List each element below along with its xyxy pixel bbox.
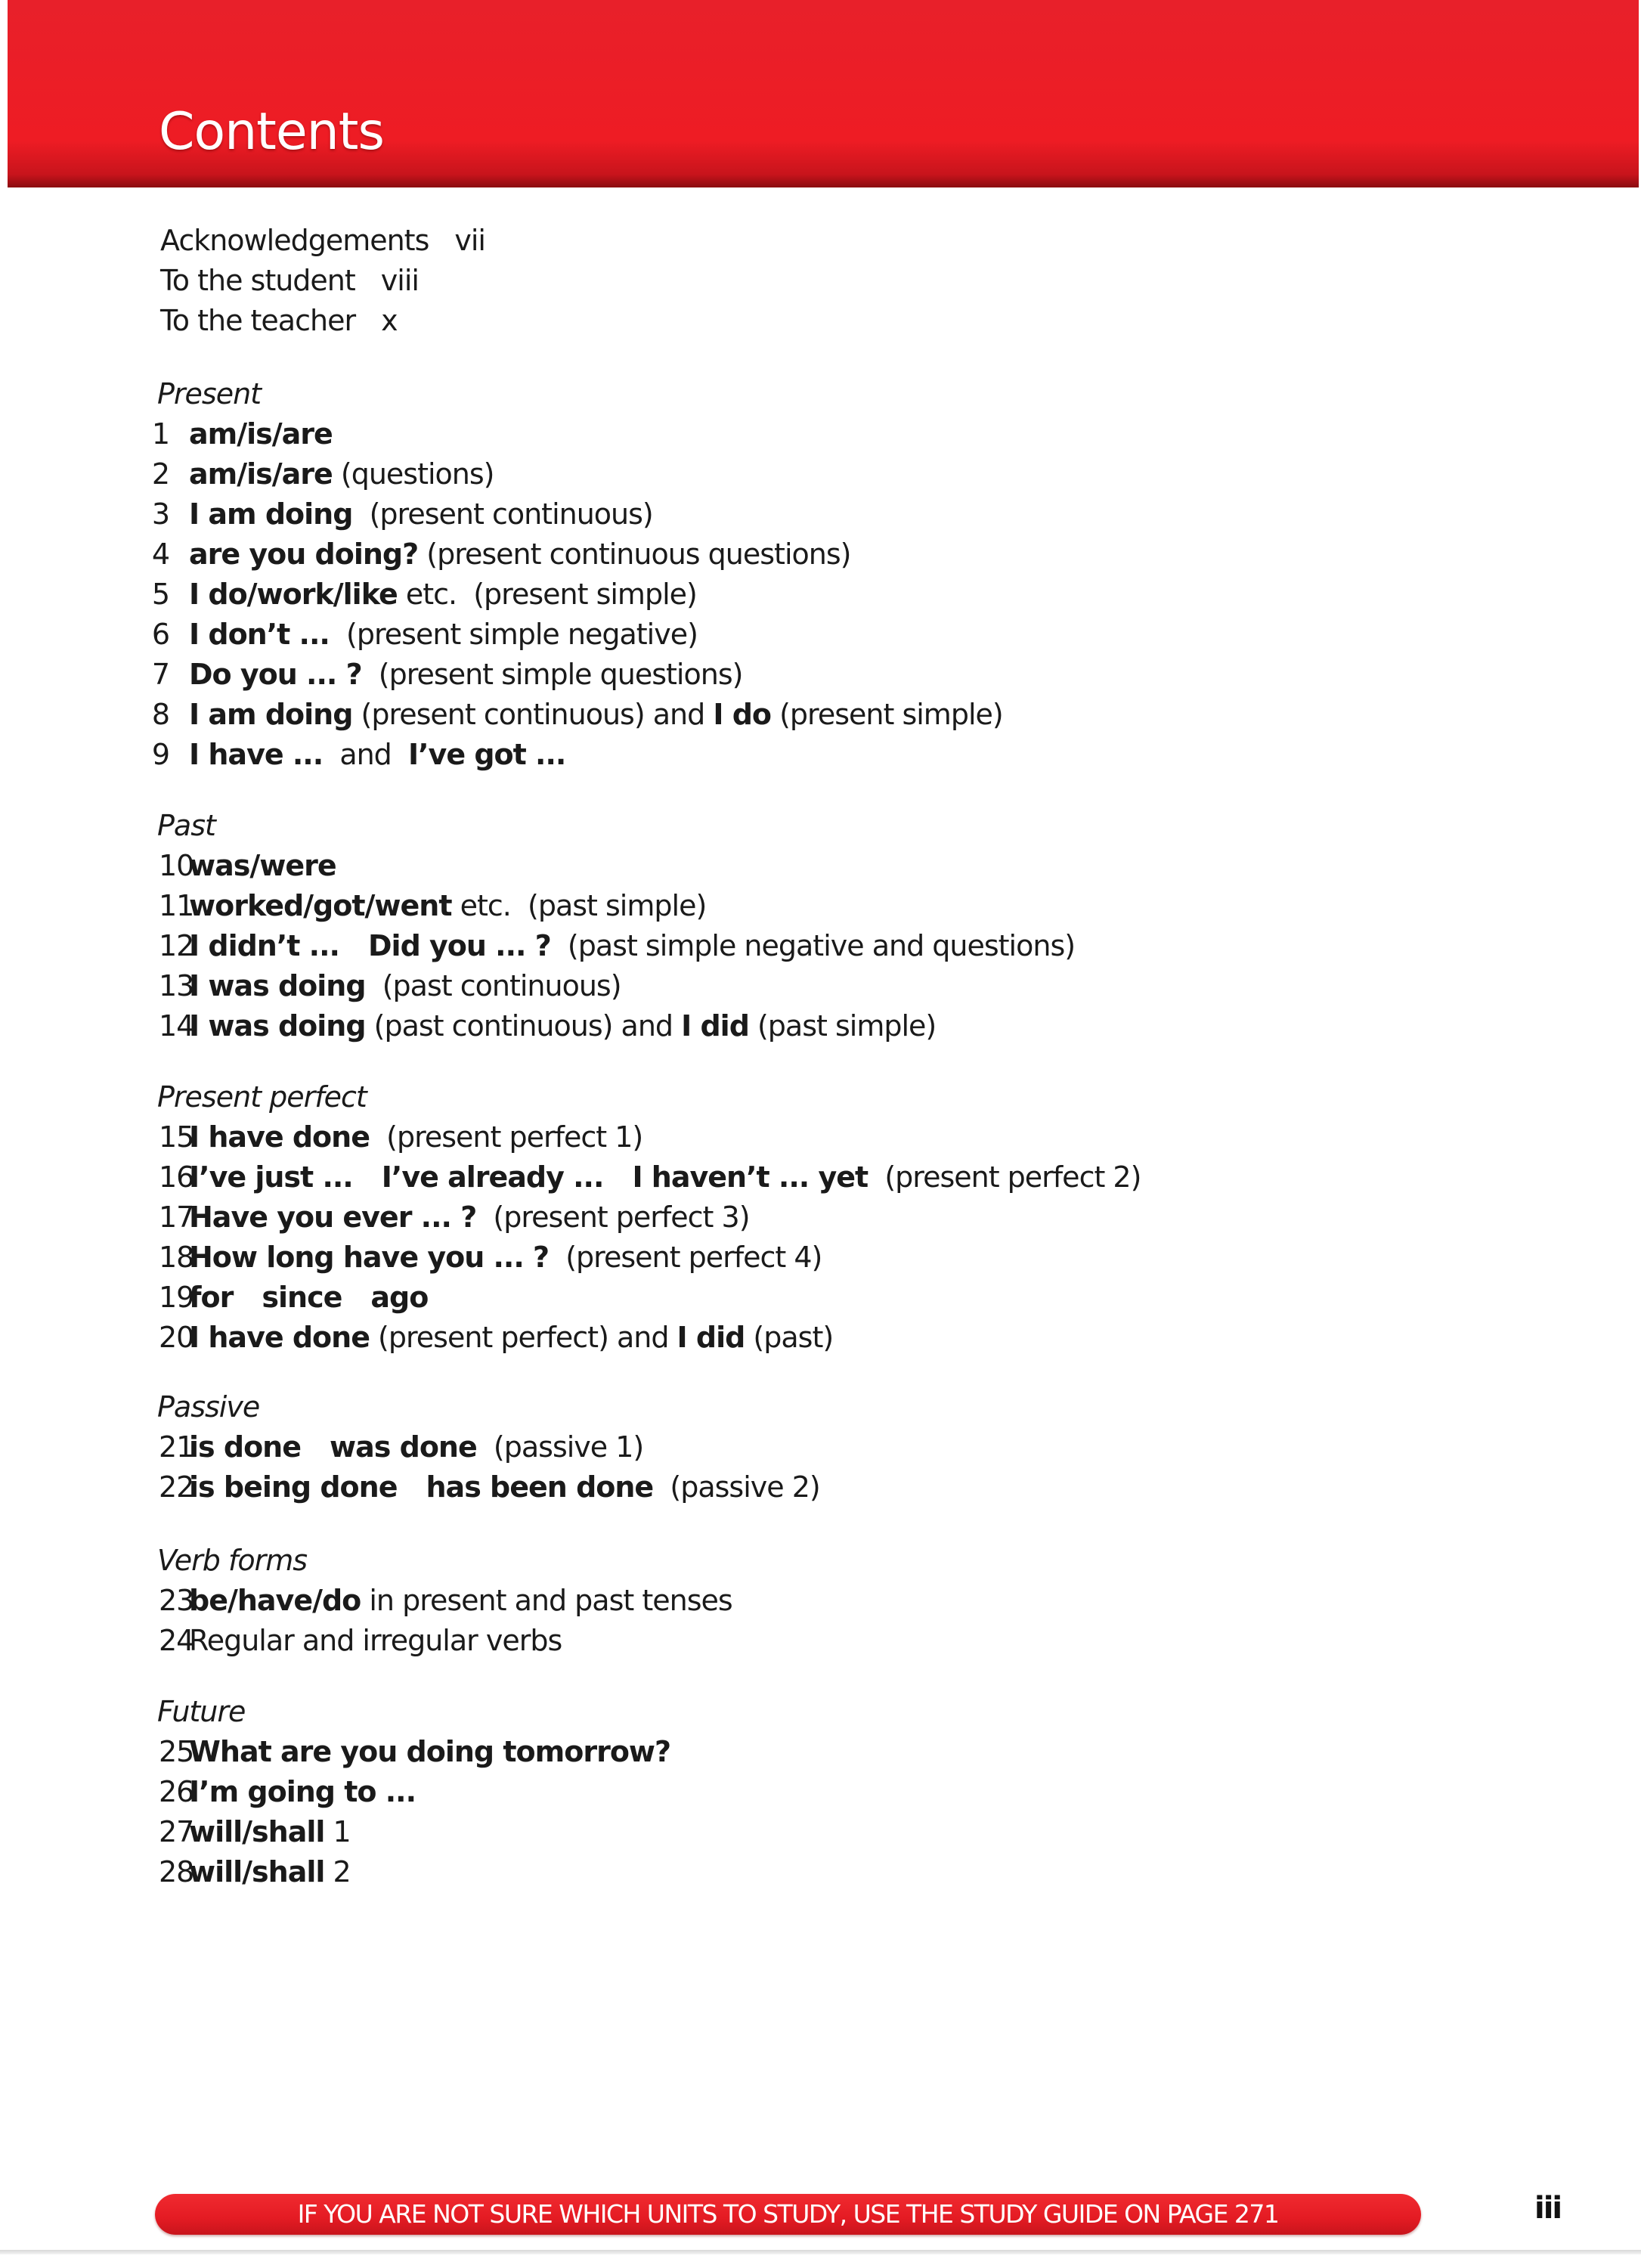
unit-entry[interactable] (0, 1427, 1512, 1467)
unit-title-text: (present perfect 4) (549, 1241, 822, 1274)
unit-title (189, 1624, 562, 1657)
unit-title-bold: I haven’t ... yet (632, 1160, 868, 1194)
unit-entry[interactable] (0, 1812, 1512, 1852)
unit-number: 8 (151, 698, 169, 731)
unit-title (189, 417, 333, 451)
unit-title (189, 1120, 642, 1154)
unit-entry[interactable] (0, 1198, 1512, 1238)
unit-title (189, 1775, 416, 1808)
page-title: Contents (159, 102, 384, 162)
unit-title (189, 497, 653, 531)
unit-title-bold: was done (330, 1430, 477, 1464)
unit-entry[interactable] (0, 1852, 1512, 1892)
unit-number: 2 (151, 457, 169, 491)
unit-number: 7 (151, 658, 169, 691)
unit-entry[interactable] (0, 575, 1512, 615)
unit-title-text: and (323, 738, 408, 771)
unit-title-bold: was/were (189, 849, 336, 882)
unit-entry[interactable] (0, 1772, 1512, 1812)
unit-title (189, 849, 336, 882)
unit-number: 10 (159, 849, 194, 882)
unit-number: 27 (159, 1815, 194, 1848)
unit-number: 19 (159, 1281, 194, 1314)
unit-number: 15 (159, 1120, 194, 1154)
section-heading: Present (157, 377, 262, 411)
unit-title-text: (present continuous) (352, 497, 653, 531)
front-matter-item[interactable] (160, 261, 485, 301)
unit-title (189, 1855, 351, 1888)
unit-entry[interactable] (0, 695, 1512, 735)
unit-number: 13 (159, 969, 194, 1002)
unit-title (189, 1201, 750, 1234)
front-matter-page: vii (454, 224, 485, 257)
study-guide-banner (155, 2194, 1421, 2235)
unit-entry[interactable] (0, 1006, 1512, 1046)
unit-title-text: etc. (past simple) (451, 889, 707, 922)
front-matter-page: x (381, 304, 398, 337)
front-matter-label: Acknowledgements (160, 224, 429, 257)
unit-number: 28 (159, 1855, 194, 1888)
unit-title-bold: is done (189, 1430, 302, 1464)
unit-entry[interactable] (0, 966, 1512, 1006)
front-matter-page: viii (380, 264, 419, 297)
unit-title-text: (present simple questions) (361, 658, 743, 691)
unit-title (189, 457, 494, 491)
unit-title-text: Regular and irregular verbs (189, 1624, 562, 1657)
section-heading: Passive (157, 1390, 260, 1424)
unit-title-bold: I am doing (189, 698, 353, 731)
unit-title-text: etc. (present simple) (397, 578, 697, 611)
unit-number: 26 (159, 1775, 194, 1808)
unit-entry[interactable] (0, 454, 1512, 494)
unit-title-bold: I’ve got ... (407, 738, 566, 771)
unit-title-bold: for (189, 1281, 234, 1314)
unit-title-bold: I didn’t ... (189, 929, 339, 962)
unit-title-text: (present perfect 1) (369, 1120, 643, 1154)
unit-title-text: (questions) (332, 457, 494, 491)
unit-title-bold: I did (677, 1321, 745, 1354)
unit-entry[interactable] (0, 1581, 1512, 1621)
unit-title-bold: I’ve just ... (189, 1160, 353, 1194)
unit-title-bold: What are you doing tomorrow? (189, 1735, 671, 1768)
unit-title-bold: Do you ... ? (189, 658, 362, 691)
unit-title-text: (past simple negative and questions) (550, 929, 1076, 962)
unit-entry[interactable] (0, 1157, 1512, 1198)
unit-title-bold: I was doing (189, 969, 366, 1002)
unit-entry[interactable] (0, 1621, 1512, 1661)
unit-title (189, 658, 742, 691)
unit-title-text: (present simple) (771, 698, 1003, 731)
unit-title-bold: I do (713, 698, 772, 731)
unit-number: 24 (159, 1624, 194, 1657)
unit-title-text: (past simple) (748, 1009, 937, 1043)
unit-title (189, 1160, 1141, 1194)
unit-title-bold: Did you ... ? (368, 929, 551, 962)
unit-number: 23 (159, 1584, 194, 1617)
unit-title-bold: I don’t ... (189, 618, 330, 651)
front-matter-label: To the teacher (160, 304, 356, 337)
unit-title-bold: Have you ever ... ? (189, 1201, 477, 1234)
unit-title-bold: am/is/are (189, 457, 333, 491)
unit-title-text: (past continuous) (365, 969, 621, 1002)
unit-title-bold: How long have you ... ? (189, 1241, 550, 1274)
front-matter-label: To the student (160, 264, 355, 297)
unit-entry[interactable] (0, 1318, 1512, 1358)
unit-title (189, 1735, 670, 1768)
section-heading: Present perfect (157, 1080, 367, 1114)
unit-entry[interactable] (0, 1732, 1512, 1772)
unit-title-bold: I have ... (189, 738, 324, 771)
unit-entry[interactable] (0, 534, 1512, 575)
unit-title-text: (present continuous questions) (418, 538, 851, 571)
unit-number: 11 (159, 889, 194, 922)
unit-title (189, 1430, 643, 1464)
unit-number: 1 (151, 417, 169, 451)
unit-entry[interactable] (0, 494, 1512, 534)
unit-entry[interactable] (0, 414, 1512, 454)
unit-entry[interactable] (0, 615, 1512, 655)
unit-number: 20 (159, 1321, 194, 1354)
unit-title (189, 738, 565, 771)
unit-title-text: (present perfect) and (369, 1321, 677, 1354)
unit-number: 12 (159, 929, 194, 962)
study-guide-banner-text: IF YOU ARE NOT SURE WHICH UNITS TO STUDY, USE THE STUDY GUIDE ON PAGE 271 (297, 2199, 1279, 2229)
unit-title (189, 1281, 428, 1314)
unit-title (189, 889, 706, 922)
unit-title (189, 578, 697, 611)
front-matter-item[interactable] (160, 301, 485, 341)
unit-title (189, 969, 621, 1002)
unit-title-text: (passive 2) (653, 1470, 820, 1504)
section-heading: Past (157, 809, 215, 842)
unit-title-text: 2 (324, 1855, 351, 1888)
section-heading: Verb forms (157, 1544, 308, 1577)
unit-entry[interactable] (0, 1238, 1512, 1278)
unit-title-text: (past continuous) and (365, 1009, 682, 1043)
unit-title (189, 1009, 936, 1043)
unit-title-text: (present perfect 3) (476, 1201, 750, 1234)
unit-title (189, 1815, 351, 1848)
unit-title (189, 1584, 732, 1617)
unit-title (189, 698, 1003, 731)
unit-title (189, 618, 698, 651)
unit-title-text: (past) (745, 1321, 834, 1354)
unit-title-bold: since (262, 1281, 342, 1314)
unit-title-text: 1 (324, 1815, 351, 1848)
unit-title-bold: I’m going to ... (189, 1775, 416, 1808)
unit-number: 6 (151, 618, 169, 651)
unit-title-bold: I have done (189, 1120, 370, 1154)
unit-title (189, 1241, 822, 1274)
front-matter-list (160, 221, 485, 341)
unit-entry[interactable] (0, 655, 1512, 695)
unit-number: 5 (151, 578, 169, 611)
unit-title (189, 929, 1075, 962)
page-edge-shadow (0, 2250, 1641, 2254)
unit-title (189, 1321, 833, 1354)
unit-entry[interactable] (0, 1467, 1512, 1507)
unit-title-bold: I have done (189, 1321, 370, 1354)
unit-title-text: in present and past tenses (361, 1584, 732, 1617)
unit-number: 14 (159, 1009, 194, 1043)
unit-title-text: (present continuous) and (352, 698, 714, 731)
unit-number: 4 (151, 538, 169, 571)
unit-number: 3 (151, 497, 169, 531)
unit-title-bold: are you doing? (189, 538, 419, 571)
unit-number: 18 (159, 1241, 194, 1274)
unit-title-bold: will/shall (189, 1815, 325, 1848)
unit-title-bold: has been done (426, 1470, 654, 1504)
unit-entry[interactable] (0, 735, 1512, 775)
section-heading: Future (157, 1695, 246, 1728)
unit-title-bold: be/have/do (189, 1584, 361, 1617)
unit-title-bold: am/is/are (189, 417, 333, 451)
unit-entry[interactable] (0, 846, 1512, 886)
unit-title-bold: I’ve already ... (381, 1160, 604, 1194)
unit-number: 9 (151, 738, 169, 771)
unit-number: 21 (159, 1430, 194, 1464)
unit-title-bold: will/shall (189, 1855, 325, 1888)
unit-title-bold: I do/work/like (189, 578, 398, 611)
unit-number: 22 (159, 1470, 194, 1504)
unit-title-bold: I did (681, 1009, 749, 1043)
unit-title-bold: I am doing (189, 497, 353, 531)
unit-title-text: (present perfect 2) (868, 1160, 1141, 1194)
unit-title (189, 1470, 820, 1504)
unit-title-bold: is being done (189, 1470, 398, 1504)
unit-entry[interactable] (0, 926, 1512, 966)
unit-entry[interactable] (0, 1117, 1512, 1157)
unit-number: 16 (159, 1160, 194, 1194)
unit-entry[interactable] (0, 1278, 1512, 1318)
unit-entry[interactable] (0, 886, 1512, 926)
unit-title (189, 538, 850, 571)
unit-number: 25 (159, 1735, 194, 1768)
unit-title-text: (passive 1) (476, 1430, 644, 1464)
unit-title-bold: I was doing (189, 1009, 366, 1043)
front-matter-item[interactable] (160, 221, 485, 261)
unit-title-bold: worked/got/went (189, 889, 452, 922)
page-number: iii (1534, 2191, 1562, 2226)
contents-header-band (8, 0, 1639, 187)
unit-number: 17 (159, 1201, 194, 1234)
unit-title-text: (present simple negative) (329, 618, 698, 651)
unit-title-bold: ago (370, 1281, 429, 1314)
